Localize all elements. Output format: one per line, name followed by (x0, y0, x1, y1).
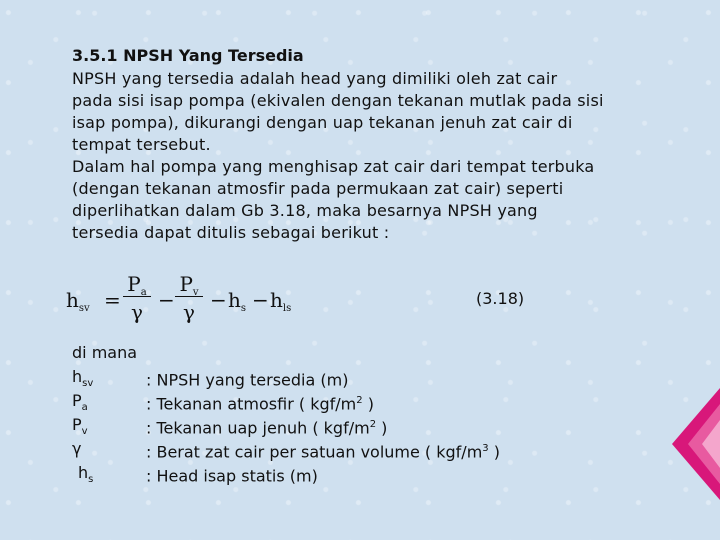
paragraph-line: pada sisi isap pompa (ekivalen dengan tekanan mutlak pada sisi (72, 91, 604, 110)
paragraph-line: Dalam hal pompa yang menghisap zat cair dari tempat terbuka (72, 157, 595, 176)
definition-symbol: γ (72, 439, 82, 458)
definitions-list (72, 341, 632, 485)
formula-hs: $h_s$ (228, 288, 247, 314)
formula-hls: $h_{ls}$ (270, 288, 292, 314)
definitions-intro: di mana (72, 343, 138, 362)
fraction-pa-gamma: $P_a$ γ (122, 272, 152, 323)
formula-minus: − (158, 288, 175, 312)
formula-lhs: $h_{sv}$ (66, 288, 90, 314)
definition-text: : Berat zat cair per satuan volume ( kgf/$m^3$ ) (146, 442, 500, 462)
definition-row (72, 413, 632, 437)
definition-row (72, 437, 632, 461)
definition-text: : NPSH yang tersedia (m) (146, 370, 349, 390)
slide-text-block (72, 44, 672, 244)
definition-text: : Head isap statis (m) (146, 466, 318, 486)
formula-minus: − (252, 288, 269, 312)
equation-number: (3.18) (476, 289, 525, 308)
npsh-formula (66, 272, 426, 332)
definition-row (72, 389, 632, 413)
paragraph-line: isap pompa), dikurangi dengan uap tekanan jenuh zat cair di (72, 113, 573, 132)
paragraph-line: NPSH yang tersedia adalah head yang dimiliki oleh zat cair (72, 69, 558, 88)
definition-symbol: $h_s$ (78, 463, 94, 486)
paragraph-line: diperlihatkan dalam Gb 3.18, maka besarnya NPSH yang (72, 201, 538, 220)
paragraph-line: tersedia dapat ditulis sebagai berikut : (72, 223, 390, 242)
definition-symbol: $h_{sv}$ (72, 367, 94, 390)
pink-arrow-decoration (672, 388, 720, 500)
definition-text: : Tekanan uap jenuh ( kgf/$m^2$ ) (146, 418, 388, 438)
definition-row (72, 365, 632, 389)
formula-minus: − (210, 288, 227, 312)
fraction-pv-gamma: $P_v$ γ (174, 272, 204, 323)
paragraph-line: (dengan tekanan atmosfir pada permukaan zat cair) seperti (72, 179, 564, 198)
paragraph-line: tempat tersebut. (72, 135, 211, 154)
definition-symbol: $P_a$ (72, 391, 88, 414)
definition-text: : Tekanan atmosfir ( kgf/$m^2$ ) (146, 394, 374, 414)
definition-symbol: $P_v$ (72, 415, 88, 438)
definition-row (72, 461, 632, 485)
formula-equals: = (104, 288, 121, 312)
section-title: 3.5.1 NPSH Yang Tersedia (72, 46, 304, 65)
